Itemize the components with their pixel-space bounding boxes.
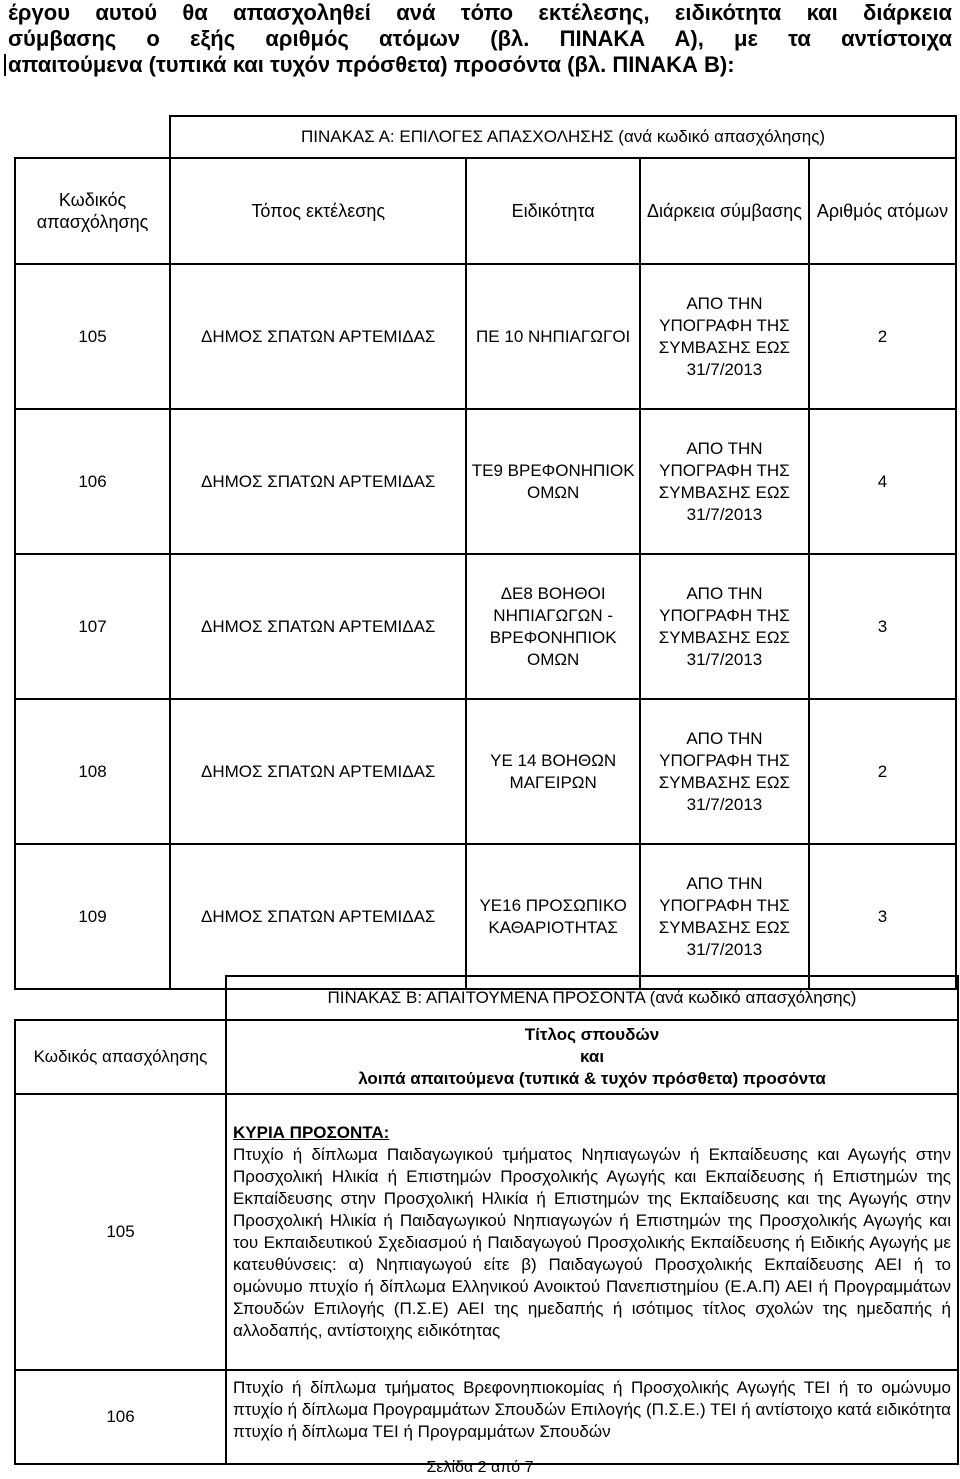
cell-place: ΔΗΜΟΣ ΣΠΑΤΩΝ ΑΡΤΕΜΙΔΑΣ <box>170 844 466 989</box>
table-row <box>15 409 956 554</box>
table-row <box>15 1094 958 1370</box>
cell-count: 2 <box>809 264 956 409</box>
cell-requirements <box>226 1370 958 1464</box>
cell-code: 108 <box>15 699 170 844</box>
cell-code: 106 <box>15 409 170 554</box>
cell-specialty: ΠΕ 10 ΝΗΠΙΑΓΩΓΟΙ <box>466 264 640 409</box>
header-req-line: λοιπά απαιτούμενα (τυπικά & τυχόν πρόσθετα) προσόντα <box>358 1069 826 1088</box>
header-req-line: και <box>579 1047 605 1066</box>
cell-specialty: ΥΕ16 ΠΡΟΣΩΠΙΚΟ ΚΑΘΑΡΙΟΤΗΤΑΣ <box>466 844 640 989</box>
cell-duration: ΑΠΟ ΤΗΝ ΥΠΟΓΡΑΦΗ ΤΗΣ ΣΥΜΒΑΣΗΣ ΕΩΣ 31/7/2013 <box>640 699 809 844</box>
cell-place: ΔΗΜΟΣ ΣΠΑΤΩΝ ΑΡΤΕΜΙΔΑΣ <box>170 699 466 844</box>
cell-count: 2 <box>809 699 956 844</box>
intro-line: σύμβασης ο εξής αριθμός ατόμων (βλ. ΠΙΝΑΚΑ Α), με τα αντίστοιχα <box>8 26 952 51</box>
cell-requirements <box>226 1094 958 1370</box>
table-a <box>14 115 957 990</box>
cell-count: 4 <box>809 409 956 554</box>
cell-code: 105 <box>15 264 170 409</box>
cell-place: ΔΗΜΟΣ ΣΠΑΤΩΝ ΑΡΤΕΜΙΔΑΣ <box>170 554 466 699</box>
intro-line: έργου αυτού θα απασχοληθεί ανά τόπο εκτέλεσης, ειδικότητα και διάρκεια <box>8 0 952 25</box>
cell-code: 106 <box>15 1370 226 1464</box>
table-row <box>15 1370 958 1464</box>
cell-code: 105 <box>15 1094 226 1370</box>
table-b <box>14 975 959 1465</box>
page-number: Σελίδα 2 από 7 <box>426 1459 534 1476</box>
margin-bar <box>4 54 6 76</box>
cell-count: 3 <box>809 844 956 989</box>
header-specialty: Ειδικότητα <box>466 158 640 264</box>
table-row <box>15 554 956 699</box>
cell-specialty: ΔΕ8 ΒΟΗΘΟΙ ΝΗΠΙΑΓΩΓΩΝ - ΒΡΕΦΟΝΗΠΙΟΚ ΟΜΩΝ <box>466 554 640 699</box>
table-b-title: ΠΙΝΑΚΑΣ Β: ΑΠΑΙΤΟΥΜΕΝΑ ΠΡΟΣΟΝΤΑ (ανά κωδικό απασχόλησης) <box>226 976 958 1020</box>
table-b-blank-cell <box>15 976 226 1020</box>
cell-code: 109 <box>15 844 170 989</box>
intro-line: απαιτούμενα (τυπικά και τυχόν πρόσθετα) προσόντα (βλ. ΠΙΝΑΚΑ Β): <box>8 52 735 77</box>
cell-specialty: ΤΕ9 ΒΡΕΦΟΝΗΠΙΟΚ ΟΜΩΝ <box>466 409 640 554</box>
header-count: Αριθμός ατόμων <box>809 158 956 264</box>
header-duration: Διάρκεια σύμβασης <box>640 158 809 264</box>
cell-duration: ΑΠΟ ΤΗΝ ΥΠΟΓΡΑΦΗ ΤΗΣ ΣΥΜΒΑΣΗΣ ΕΩΣ 31/7/2013 <box>640 409 809 554</box>
header-place: Τόπος εκτέλεσης <box>170 158 466 264</box>
table-a-title: ΠΙΝΑΚΑΣ Α: ΕΠΙΛΟΓΕΣ ΑΠΑΣΧΟΛΗΣΗΣ (ανά κωδικό απασχόλησης) <box>170 116 956 158</box>
table-row <box>15 699 956 844</box>
cell-place: ΔΗΜΟΣ ΣΠΑΤΩΝ ΑΡΤΕΜΙΔΑΣ <box>170 409 466 554</box>
table-row <box>15 844 956 989</box>
header-code: Κωδικός απασχόλησης <box>15 1020 226 1094</box>
requirements-text: Πτυχίο ή δίπλωμα Παιδαγωγικού τμήματος Νηπιαγωγών ή Εκπαίδευσης και Αγωγής στην Προσχολική Ηλικία ή Επιστημών Προσχολικής Αγωγής και Εκπαίδευσης ή Επιστημών της Εκπαίδευσης στην Προσχολική Ηλικία ή Επιστημών της Εκπαίδευσης και της Αγωγής στην Προσχολική Ηλικία ή Παιδαγωγικού Νηπιαγωγών ή Επιστημών της Προσχολικής Αγωγής και του Εκπαιδευτικού Σχεδιασμού ή Παιδαγωγού Προσχολικής Εκπαίδευσης ή Ειδικής Αγωγής με κατευθύνσεις: α) Νηπιαγωγού είτε β) Παιδαγωγού Προσχολικής Εκπαίδευσης ΑΕΙ ή το ομώνυμο πτυχίο ή δίπλωμα Ελληνικού Ανοικτού Πανεπιστημίου (Ε.Α.Π) ΑΕΙ ή Προγραμμάτων Σπουδών Επιλογής (Π.Σ.Ε) ΑΕΙ της ημεδαπής ή ισότιμος τίτλος σχολών της ημεδαπής ή αλλοδαπής, αντίστοιχης ειδικότητας <box>233 1145 951 1340</box>
header-code: Κωδικός απασχόλησης <box>15 158 170 264</box>
header-req-line: Τίτλος σπουδών <box>524 1025 660 1044</box>
cell-duration: ΑΠΟ ΤΗΝ ΥΠΟΓΡΑΦΗ ΤΗΣ ΣΥΜΒΑΣΗΣ ΕΩΣ 31/7/2013 <box>640 264 809 409</box>
table-a-blank-cell <box>15 116 170 158</box>
intro-paragraph <box>8 0 952 78</box>
cell-count: 3 <box>809 554 956 699</box>
requirements-text: Πτυχίο ή δίπλωμα τμήματος Βρεφονηπιοκομίας ή Προσχολικής Αγωγής ΤΕΙ ή το ομώνυμο πτυχίο ή δίπλωμα Προγραμμάτων Σπουδών Επιλογής (Π.Σ.Ε.) ΤΕΙ ή αντίστοιχο κατά ειδικότητα πτυχίο ή δίπλωμα ΤΕΙ ή Προγραμμάτων Σπουδών <box>233 1378 951 1441</box>
header-requirements <box>226 1020 958 1094</box>
cell-duration: ΑΠΟ ΤΗΝ ΥΠΟΓΡΑΦΗ ΤΗΣ ΣΥΜΒΑΣΗΣ ΕΩΣ 31/7/2013 <box>640 554 809 699</box>
main-qualifications-label: ΚΥΡΙΑ ΠΡΟΣΟΝΤΑ: <box>233 1123 390 1142</box>
cell-place: ΔΗΜΟΣ ΣΠΑΤΩΝ ΑΡΤΕΜΙΔΑΣ <box>170 264 466 409</box>
cell-specialty: ΥΕ 14 ΒΟΗΘΩΝ ΜΑΓΕΙΡΩΝ <box>466 699 640 844</box>
cell-code: 107 <box>15 554 170 699</box>
cell-duration: ΑΠΟ ΤΗΝ ΥΠΟΓΡΑΦΗ ΤΗΣ ΣΥΜΒΑΣΗΣ ΕΩΣ 31/7/2013 <box>640 844 809 989</box>
table-row <box>15 264 956 409</box>
